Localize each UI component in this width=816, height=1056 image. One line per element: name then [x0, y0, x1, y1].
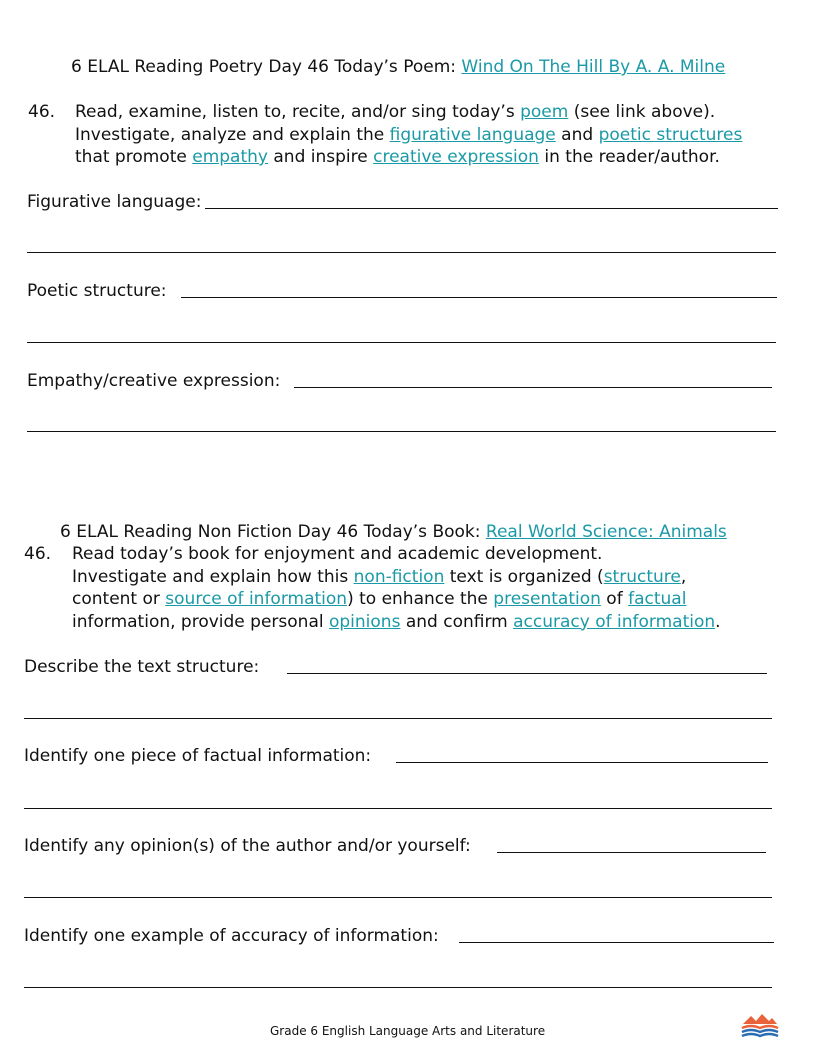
text-structure-label: Describe the text structure:	[24, 657, 260, 677]
nonfiction-item-number: 46.	[24, 544, 52, 564]
book-title-link[interactable]: Real World Science: Animals	[485, 522, 727, 542]
poem-link[interactable]: poem	[520, 102, 569, 122]
figurative-language-answer-line-2[interactable]	[27, 252, 776, 253]
creative-expression-link[interactable]: creative expression	[373, 147, 539, 167]
nonfiction-heading	[60, 521, 727, 543]
empathy-creative-answer-line-2[interactable]	[27, 431, 776, 432]
factual-information-label: Identify one piece of factual information:	[24, 746, 372, 766]
source-of-information-link[interactable]: source of information	[165, 589, 348, 609]
empathy-creative-answer-line[interactable]	[294, 387, 772, 388]
accuracy-label: Identify one example of accuracy of information:	[24, 926, 439, 946]
opinions-link[interactable]: opinions	[328, 611, 401, 632]
factual-information-answer-line-2[interactable]	[24, 808, 772, 809]
presentation-link[interactable]: presentation	[493, 589, 601, 609]
book-mountain-logo-icon	[740, 1012, 780, 1038]
poetry-line-2: Investigate, analyze and explain the figurative language and poetic structures	[75, 124, 743, 145]
opinions-answer-line-2[interactable]	[24, 897, 772, 898]
figurative-language-label: Figurative language:	[27, 192, 202, 212]
non-fiction-link[interactable]: non-fiction	[353, 566, 445, 587]
empathy-creative-label: Empathy/creative expression:	[27, 371, 281, 391]
figurative-language-link[interactable]: figurative language	[389, 124, 556, 145]
poetry-heading-prefix: 6 ELAL Reading Poetry Day 46 Today’s Poem:	[71, 57, 462, 77]
empathy-link[interactable]: empathy	[192, 147, 268, 167]
poetry-heading	[71, 56, 725, 78]
structure-link[interactable]: structure	[603, 566, 681, 587]
factual-information-answer-line[interactable]	[396, 762, 768, 763]
poetic-structure-answer-line[interactable]	[181, 297, 777, 298]
nonfiction-heading-prefix: 6 ELAL Reading Non Fiction Day 46 Today’s Book:	[60, 522, 486, 542]
poetic-structure-label: Poetic structure:	[27, 281, 167, 301]
text-structure-answer-line[interactable]	[287, 673, 767, 674]
page-footer: Grade 6 English Language Arts and Literature	[270, 1024, 546, 1038]
accuracy-answer-line[interactable]	[459, 942, 774, 943]
poetry-line-1: Read, examine, listen to, recite, and/or sing today’s poem (see link above).	[75, 102, 716, 122]
accuracy-of-information-link[interactable]: accuracy of information	[513, 611, 716, 632]
nonfiction-line-4: information, provide personal opinions and confirm accuracy of information.	[72, 611, 721, 632]
poem-title-link[interactable]: Wind On The Hill By A. A. Milne	[461, 57, 726, 77]
opinions-label: Identify any opinion(s) of the author and/or yourself:	[24, 836, 471, 856]
figurative-language-answer-line[interactable]	[205, 208, 778, 209]
poetry-line-3: that promote empathy and inspire creative expression in the reader/author.	[75, 147, 720, 167]
poetic-structures-link[interactable]: poetic structures	[598, 124, 743, 145]
nonfiction-line-2: Investigate and explain how this non-fiction text is organized (structure,	[72, 566, 687, 587]
poetry-item-number: 46.	[28, 102, 56, 122]
poetic-structure-answer-line-2[interactable]	[27, 342, 776, 343]
text-structure-answer-line-2[interactable]	[24, 718, 772, 719]
nonfiction-line-3: content or source of information) to enhance the presentation of factual	[72, 589, 687, 609]
poetry-instructions	[75, 101, 742, 169]
nonfiction-instructions	[72, 543, 721, 633]
factual-link[interactable]: factual	[628, 589, 687, 609]
accuracy-answer-line-2[interactable]	[24, 987, 772, 988]
nonfiction-line-1: Read today’s book for enjoyment and academic development.	[72, 544, 603, 564]
opinions-answer-line[interactable]	[497, 852, 766, 853]
